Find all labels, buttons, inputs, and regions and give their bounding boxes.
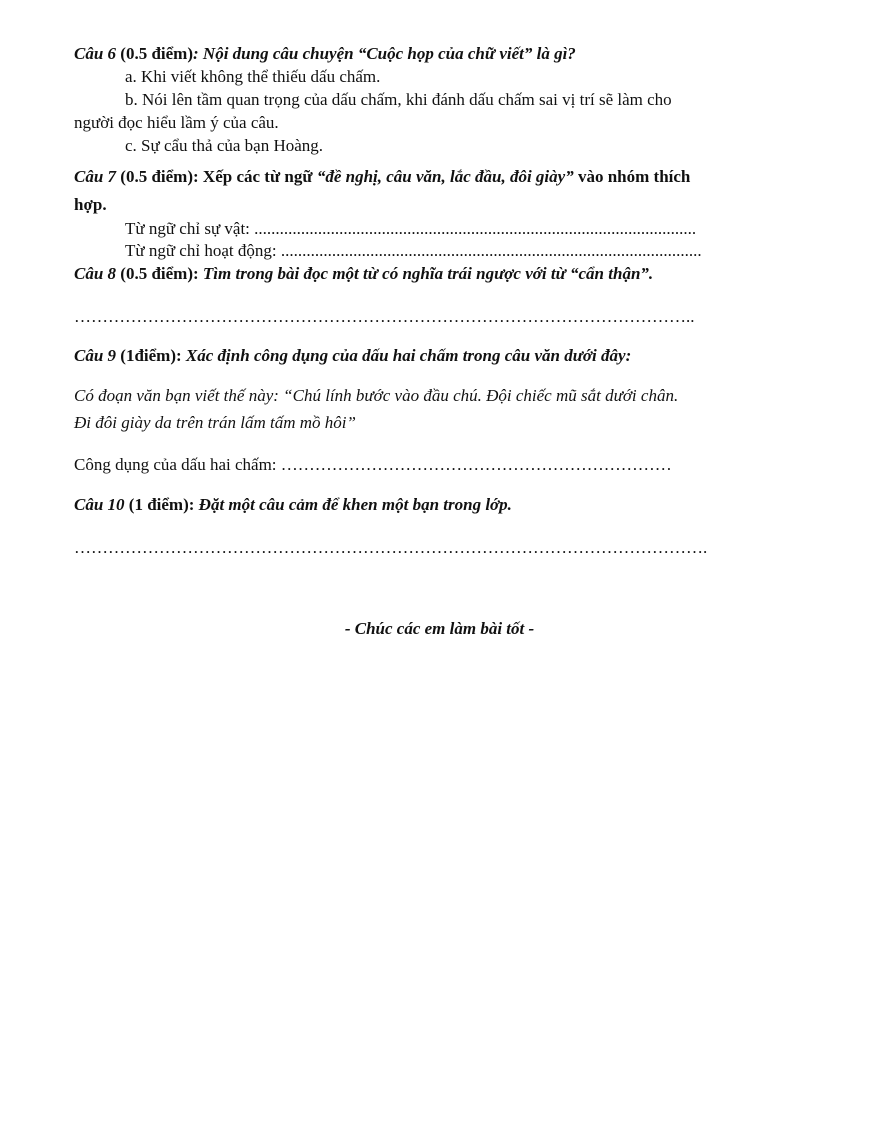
q6-option-c: c. Sự cẩu thả của bạn Hoàng.: [125, 136, 324, 155]
q7-instruction-line2: hợp.: [74, 195, 107, 214]
q9-question: Xác định công dụng của dấu hai chấm trong câu văn dưới đây:: [185, 346, 632, 365]
q7-instruction-start: Xếp các từ ngữ: [202, 167, 317, 186]
q9-heading: [74, 346, 631, 366]
q6-heading: [74, 44, 576, 64]
q8-question: Tìm trong bài đọc một từ có nghĩa trái ngược với từ “cẩn thận”.: [202, 264, 654, 283]
q7-number: Câu 7: [74, 167, 117, 186]
closing-message: - Chúc các em làm bài tốt -: [344, 619, 535, 638]
q7-actions-answer-line: Từ ngữ chỉ hoạt động: ...................................................................................................: [125, 241, 702, 260]
q6-points: (0.5 điểm): [116, 44, 194, 63]
q6-number: Câu 6: [74, 44, 117, 63]
q10-question: Đặt một câu cảm để khen một bạn trong lớp.: [198, 495, 512, 514]
q6-option-a: a. Khi viết không thể thiếu dấu chấm.: [125, 67, 381, 86]
q9-passage-line1: Có đoạn văn bạn viết thế này: “Chú lính bước vào đầu chú. Đội chiếc mũ sắt dưới chân.: [74, 386, 679, 405]
q6-option-b-line1: b. Nói lên tầm quan trọng của dấu chấm, khi đánh dấu chấm sai vị trí sẽ làm cho: [125, 90, 672, 109]
q9-answer-line: Công dụng của dấu hai chấm: ……………………………………………………………: [74, 455, 672, 474]
q8-heading: [74, 264, 653, 284]
q10-points: (1 điểm):: [124, 495, 199, 514]
q6-option-b-line2: người đọc hiểu lầm ý của câu.: [74, 113, 279, 132]
q8-number: Câu 8: [74, 264, 117, 283]
q9-points: (1điểm):: [116, 346, 186, 365]
q8-answer-line: ………………………………………………………………………………………………..: [74, 307, 695, 326]
q10-answer-line: ………………………………………………………………………………………………….: [74, 538, 708, 557]
q10-number: Câu 10: [74, 495, 125, 514]
q7-word-list: “đề nghị, câu văn, lắc đầu, đôi giày”: [316, 167, 574, 186]
q6-question: : Nội dung câu chuyện “Cuộc họp của chữ viết” là gì?: [193, 44, 576, 63]
q9-number: Câu 9: [74, 346, 117, 365]
q9-passage-line2: Đi đôi giày da trên trán lấm tấm mồ hôi”: [74, 413, 356, 432]
q7-instruction-end: vào nhóm thích: [573, 167, 691, 186]
q8-points: (0.5 điểm):: [116, 264, 203, 283]
q7-heading: [74, 167, 690, 187]
q7-points: (0.5 điểm):: [116, 167, 203, 186]
q10-heading: [74, 495, 512, 515]
q7-things-answer-line: Từ ngữ chỉ sự vật: ........................................................................................................: [125, 219, 697, 238]
